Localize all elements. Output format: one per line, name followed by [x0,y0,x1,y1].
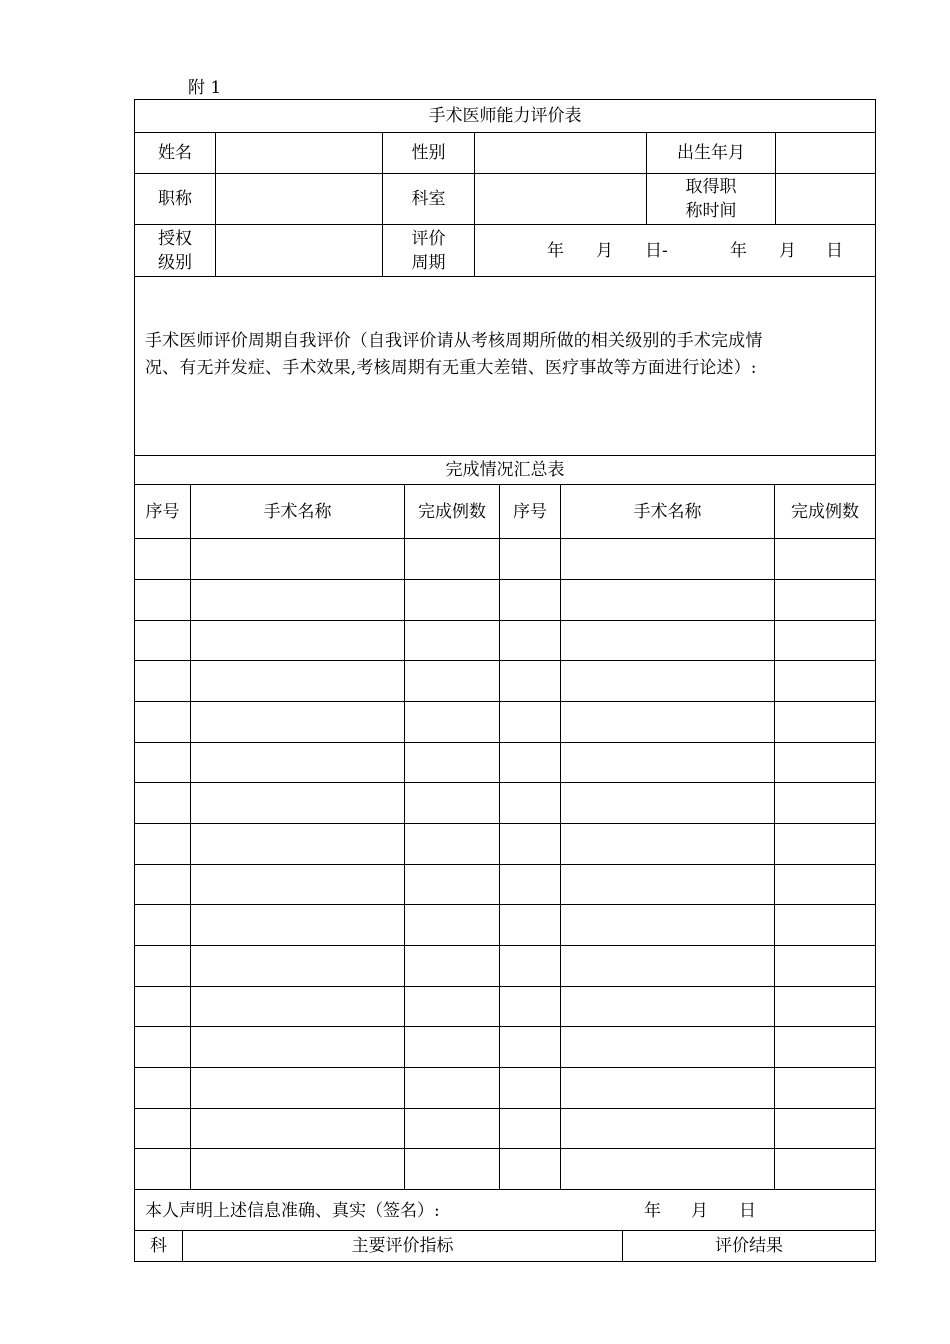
summary-cell-surgery-name-right[interactable] [561,1149,774,1189]
auth-level-field[interactable] [216,225,382,276]
gender-label: 性别 [411,143,446,163]
summary-cell-case-count-right[interactable] [775,946,875,986]
summary-cell-seq-left[interactable] [135,1027,190,1067]
eval-header-dept: 科 [150,1236,167,1256]
summary-cell-case-count-right[interactable] [775,824,875,864]
header-surgery-name-right: 手术名称 [633,501,702,522]
summary-cell-surgery-name-right[interactable] [561,621,774,660]
summary-cell-surgery-name-left[interactable] [191,1027,404,1067]
summary-cell-surgery-name-left[interactable] [191,702,404,742]
summary-cell-case-count-right[interactable] [775,539,875,579]
summary-cell-seq-left[interactable] [135,783,190,823]
summary-cell-case-count-right[interactable] [775,905,875,945]
declaration-month: 月 [691,1201,708,1221]
period-field[interactable] [475,225,875,276]
summary-cell-seq-left[interactable] [135,743,190,782]
summary-cell-seq-right[interactable] [500,865,560,904]
signature-field[interactable] [480,1192,630,1228]
summary-cell-seq-right[interactable] [500,661,560,701]
period-month-2: 月 [779,241,796,261]
summary-cell-seq-left[interactable] [135,661,190,701]
birth-field[interactable] [776,133,875,173]
summary-cell-seq-right[interactable] [500,1068,560,1108]
period-month-1: 月 [596,241,613,261]
summary-cell-seq-right[interactable] [500,702,560,742]
summary-cell-surgery-name-left[interactable] [191,824,404,864]
summary-cell-case-count-right[interactable] [775,621,875,660]
title-time-field[interactable] [776,174,875,224]
declaration-year: 年 [644,1201,661,1221]
summary-cell-case-count-right[interactable] [775,1149,875,1189]
summary-cell-seq-right[interactable] [500,1149,560,1189]
header-seq-right: 序号 [513,501,547,522]
summary-cell-surgery-name-right[interactable] [561,1027,774,1067]
summary-cell-case-count-left[interactable] [405,661,499,701]
summary-cell-seq-left[interactable] [135,946,190,986]
eval-header-result: 评价结果 [715,1236,783,1256]
auth-level-label-line2: 级别 [158,252,192,273]
summary-cell-case-count-right[interactable] [775,743,875,782]
summary-cell-seq-right[interactable] [500,987,560,1026]
summary-cell-surgery-name-left[interactable] [191,1109,404,1148]
summary-title: 完成情况汇总表 [445,460,565,480]
summary-cell-case-count-left[interactable] [405,702,499,742]
summary-cell-case-count-left[interactable] [405,865,499,904]
summary-cell-case-count-left[interactable] [405,1068,499,1108]
birth-label: 出生年月 [677,143,745,163]
eval-header-indicators: 主要评价指标 [351,1236,454,1256]
summary-cell-surgery-name-left[interactable] [191,621,404,660]
declaration-day: 日 [739,1201,756,1221]
title-label: 职称 [158,189,192,209]
summary-cell-case-count-left[interactable] [405,1109,499,1148]
summary-cell-surgery-name-left[interactable] [191,539,404,579]
header-case-count-right: 完成例数 [791,501,859,522]
summary-cell-surgery-name-right[interactable] [561,946,774,986]
summary-cell-surgery-name-right[interactable] [561,1109,774,1148]
summary-cell-case-count-right[interactable] [775,987,875,1026]
summary-cell-surgery-name-right[interactable] [561,783,774,823]
auth-level-label-line1: 授权 [158,228,192,249]
summary-cell-seq-left[interactable] [135,1109,190,1148]
header-surgery-name-left: 手术名称 [263,501,332,522]
summary-cell-case-count-right[interactable] [775,661,875,701]
summary-cell-seq-left[interactable] [135,824,190,864]
summary-cell-case-count-right[interactable] [775,1027,875,1067]
summary-cell-case-count-left[interactable] [405,580,499,620]
summary-cell-case-count-left[interactable] [405,621,499,660]
summary-cell-surgery-name-right[interactable] [561,743,774,782]
summary-cell-seq-right[interactable] [500,905,560,945]
summary-cell-surgery-name-left[interactable] [191,1149,404,1189]
summary-cell-surgery-name-left[interactable] [191,783,404,823]
summary-cell-case-count-left[interactable] [405,539,499,579]
summary-cell-seq-right[interactable] [500,621,560,660]
title-time-label [647,174,775,224]
summary-cell-seq-left[interactable] [135,1068,190,1108]
summary-cell-seq-left[interactable] [135,987,190,1026]
summary-cell-surgery-name-right[interactable] [561,905,774,945]
summary-cell-seq-right[interactable] [500,1109,560,1148]
summary-cell-case-count-left[interactable] [405,946,499,986]
summary-cell-seq-right[interactable] [500,743,560,782]
summary-cell-seq-left[interactable] [135,905,190,945]
summary-cell-seq-left[interactable] [135,865,190,904]
summary-cell-seq-right[interactable] [500,539,560,579]
summary-cell-surgery-name-right[interactable] [561,702,774,742]
attachment-label: 附 1 [188,78,222,98]
form-title: 手术医师能力评价表 [428,106,582,126]
self-evaluation-prompt-line1: 手术医师评价周期自我评价（自我评价请从考核周期所做的相关级别的手术完成情 [145,331,763,351]
summary-cell-surgery-name-right[interactable] [561,580,774,620]
summary-cell-surgery-name-right[interactable] [561,987,774,1026]
department-field[interactable] [475,174,646,224]
summary-cell-surgery-name-left[interactable] [191,743,404,782]
summary-cell-case-count-left[interactable] [405,824,499,864]
summary-cell-case-count-left[interactable] [405,1149,499,1189]
period-label-line2: 周期 [411,252,446,273]
summary-cell-case-count-left[interactable] [405,783,499,823]
summary-cell-seq-left[interactable] [135,539,190,579]
summary-cell-surgery-name-right[interactable] [561,539,774,579]
summary-cell-case-count-right[interactable] [775,702,875,742]
period-label [383,225,474,276]
header-seq-left: 序号 [145,501,180,522]
period-day-2: 日 [826,241,843,261]
self-evaluation-prompt-line2: 况、有无并发症、手术效果,考核周期有无重大差错、医疗事故等方面进行论述）: [145,358,757,378]
summary-cell-surgery-name-left[interactable] [191,865,404,904]
summary-cell-seq-right[interactable] [500,824,560,864]
summary-cell-surgery-name-right[interactable] [561,865,774,904]
department-label: 科室 [411,189,446,209]
title-field[interactable] [216,174,382,224]
summary-cell-seq-left[interactable] [135,702,190,742]
summary-cell-seq-right[interactable] [500,1027,560,1067]
summary-cell-case-count-left[interactable] [405,1027,499,1067]
summary-cell-case-count-right[interactable] [775,1109,875,1148]
summary-cell-surgery-name-right[interactable] [561,1068,774,1108]
summary-cell-case-count-right[interactable] [775,580,875,620]
summary-cell-case-count-left[interactable] [405,743,499,782]
summary-cell-seq-left[interactable] [135,621,190,660]
summary-cell-seq-left[interactable] [135,1149,190,1189]
period-day-1: 日- [645,241,668,261]
summary-cell-surgery-name-right[interactable] [561,661,774,701]
summary-cell-surgery-name-left[interactable] [191,1068,404,1108]
summary-cell-case-count-right[interactable] [775,865,875,904]
name-label: 姓名 [158,143,192,163]
summary-cell-seq-right[interactable] [500,946,560,986]
declaration-text: 本人声明上述信息准确、真实（签名）: [145,1201,440,1221]
summary-cell-surgery-name-left[interactable] [191,580,404,620]
title-time-label-line1: 取得职 [685,177,737,197]
name-field[interactable] [216,133,382,173]
summary-cell-case-count-right[interactable] [775,783,875,823]
summary-cell-seq-right[interactable] [500,580,560,620]
summary-cell-surgery-name-left[interactable] [191,661,404,701]
summary-cell-surgery-name-left[interactable] [191,946,404,986]
summary-cell-surgery-name-left[interactable] [191,905,404,945]
summary-cell-case-count-left[interactable] [405,987,499,1026]
gender-field[interactable] [475,133,646,173]
header-case-count-left: 完成例数 [418,501,486,522]
auth-level-label [135,225,215,276]
summary-cell-seq-right[interactable] [500,783,560,823]
summary-cell-case-count-left[interactable] [405,905,499,945]
period-year-2: 年 [730,241,747,261]
summary-cell-case-count-right[interactable] [775,1068,875,1108]
summary-cell-seq-left[interactable] [135,580,190,620]
period-year-1: 年 [547,241,564,261]
summary-cell-surgery-name-right[interactable] [561,824,774,864]
period-label-line1: 评价 [411,228,446,249]
summary-cell-surgery-name-left[interactable] [191,987,404,1026]
title-time-label-line2: 称时间 [685,201,737,221]
